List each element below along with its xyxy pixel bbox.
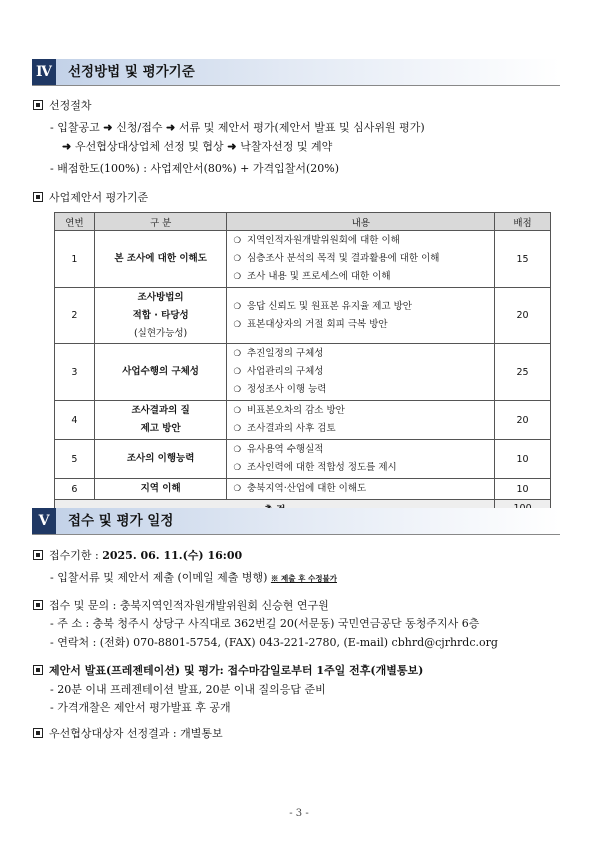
row-area: 지역 이해 <box>94 479 226 500</box>
row-score: 20 <box>495 401 551 440</box>
content-item: ❍ 비표본오차의 감소 방안 <box>233 402 488 420</box>
row-content <box>227 288 495 344</box>
right-arrow-icon: ➜ <box>165 121 180 134</box>
score-limit-line: - 배점한도(100%) : 사업제안서(80%) + 가격입찰서(20%) <box>50 162 339 175</box>
presentation-line-2: - 가격개찰은 제안서 평가발표 후 공개 <box>50 701 231 714</box>
row-area: 조사의 이행능력 <box>94 440 226 479</box>
row-content <box>227 401 495 440</box>
section-5-title: 접수 및 평가 일정 <box>68 513 174 529</box>
content-item: ❍ 지역인적자원개발위원회에 대한 이해 <box>233 232 488 250</box>
square-bullet-icon <box>33 665 43 675</box>
row-number: 5 <box>55 440 95 479</box>
section-4-header <box>32 59 560 86</box>
content-item: ❍ 조사인력에 대한 적합성 정도를 제시 <box>233 459 488 477</box>
row-score: 25 <box>495 344 551 401</box>
criteria-table <box>54 212 551 518</box>
criteria-heading: 사업제안서 평가기준 <box>33 191 148 205</box>
square-bullet-icon <box>33 192 43 202</box>
square-bullet-icon <box>33 100 43 110</box>
content-item: ❍ 추진일정의 구체성 <box>233 345 488 363</box>
no-edit-note: ※ 제출 후 수정불가 <box>270 574 337 583</box>
procedure-heading: 선정절차 <box>33 99 92 113</box>
row-number: 1 <box>55 231 95 288</box>
content-item: ❍ 유사용역 수행실적 <box>233 441 488 459</box>
table-row <box>55 401 551 440</box>
row-number: 2 <box>55 288 95 344</box>
row-score: 10 <box>495 479 551 500</box>
procedure-line-1: - 입찰공고 ➜ 신청/접수 ➜ 서류 및 제안서 평가(제안서 발표 및 심사위원 평가) <box>50 121 425 134</box>
right-arrow-icon: ➜ <box>227 140 241 153</box>
content-item: ❍ 심층조사 분석의 목적 및 결과활용에 대한 이해 <box>233 250 488 268</box>
row-area: 사업수행의 구체성 <box>94 344 226 401</box>
row-score: 20 <box>495 288 551 344</box>
content-item: ❍ 사업관리의 구체성 <box>233 363 488 381</box>
header-no: 연번 <box>55 213 95 231</box>
table-row <box>55 231 551 288</box>
row-score: 15 <box>495 231 551 288</box>
content-item: ❍ 표본대상자의 거절 회피 극복 방안 <box>233 316 488 334</box>
row-number: 4 <box>55 401 95 440</box>
table-row <box>55 440 551 479</box>
table-row <box>55 288 551 344</box>
section-4-number: Ⅳ <box>32 59 56 85</box>
table-header-row <box>55 213 551 231</box>
right-arrow-icon: ➜ <box>62 140 76 153</box>
row-number: 3 <box>55 344 95 401</box>
row-content <box>227 344 495 401</box>
content-item: ❍ 정성조사 이행 능력 <box>233 381 488 399</box>
contact-address: - 주 소 : 충북 청주시 상당구 사직대로 362번길 20(서문동) 국민연금공단 동청주지사 6층 <box>50 617 480 630</box>
deadline-sub-line: - 입찰서류 및 제안서 제출 (이메일 제출 병행) ※ 제출 후 수정불가 <box>50 571 337 584</box>
square-bullet-icon <box>33 600 43 610</box>
content-item: ❍ 조사 내용 및 프로세스에 대한 이해 <box>233 268 488 286</box>
row-content <box>227 479 495 500</box>
row-content <box>227 440 495 479</box>
square-bullet-icon <box>33 550 43 560</box>
deadline-value: 2025. 06. 11.(수) 16:00 <box>102 549 243 562</box>
presentation-heading: 제안서 발표(프레젠테이션) 및 평가: 접수마감일로부터 1주일 전후(개별통보) <box>33 664 423 678</box>
table-row <box>55 479 551 500</box>
section-5-number: Ⅴ <box>32 508 56 534</box>
row-content <box>227 231 495 288</box>
header-area: 구 분 <box>94 213 226 231</box>
right-arrow-icon: ➜ <box>103 121 117 134</box>
content-item: ❍ 조사결과의 사후 검토 <box>233 420 488 438</box>
header-content: 내용 <box>227 213 495 231</box>
page-number: - 3 - <box>289 808 309 819</box>
procedure-line-2: ➜ 우선협상대상업체 선정 및 협상 ➜ 낙찰자선정 및 계약 <box>62 140 333 153</box>
row-area: 조사방법의 적합 · 타당성 (실현가능성) <box>94 288 226 344</box>
table-row <box>55 344 551 401</box>
section-5-header <box>32 508 560 535</box>
contact-phone: - 연락처 : (전화) 070-8801-5754, (FAX) 043-221-2780, (E-mail) cbhrd@cjrhrdc.org <box>50 636 498 649</box>
row-area: 본 조사에 대한 이해도 <box>94 231 226 288</box>
presentation-line-1: - 20분 이내 프레젠테이션 발표, 20분 이내 질의응답 준비 <box>50 683 326 696</box>
content-item: ❍ 충북지역·산업에 대한 이해도 <box>233 480 488 498</box>
header-score: 배점 <box>495 213 551 231</box>
square-bullet-icon <box>33 728 43 738</box>
result-heading: 우선협상대상자 선정결과 : 개별통보 <box>33 727 223 741</box>
deadline-line: 접수기한 : 2025. 06. 11.(수) 16:00 <box>33 549 242 563</box>
row-number: 6 <box>55 479 95 500</box>
contact-heading: 접수 및 문의 : 충북지역인적자원개발위원회 신승현 연구원 <box>33 599 329 613</box>
content-item: ❍ 응답 신뢰도 및 원표본 유지율 제고 방안 <box>233 298 488 316</box>
row-area: 조사결과의 질 제고 방안 <box>94 401 226 440</box>
row-score: 10 <box>495 440 551 479</box>
section-4-title: 선정방법 및 평가기준 <box>68 64 195 80</box>
